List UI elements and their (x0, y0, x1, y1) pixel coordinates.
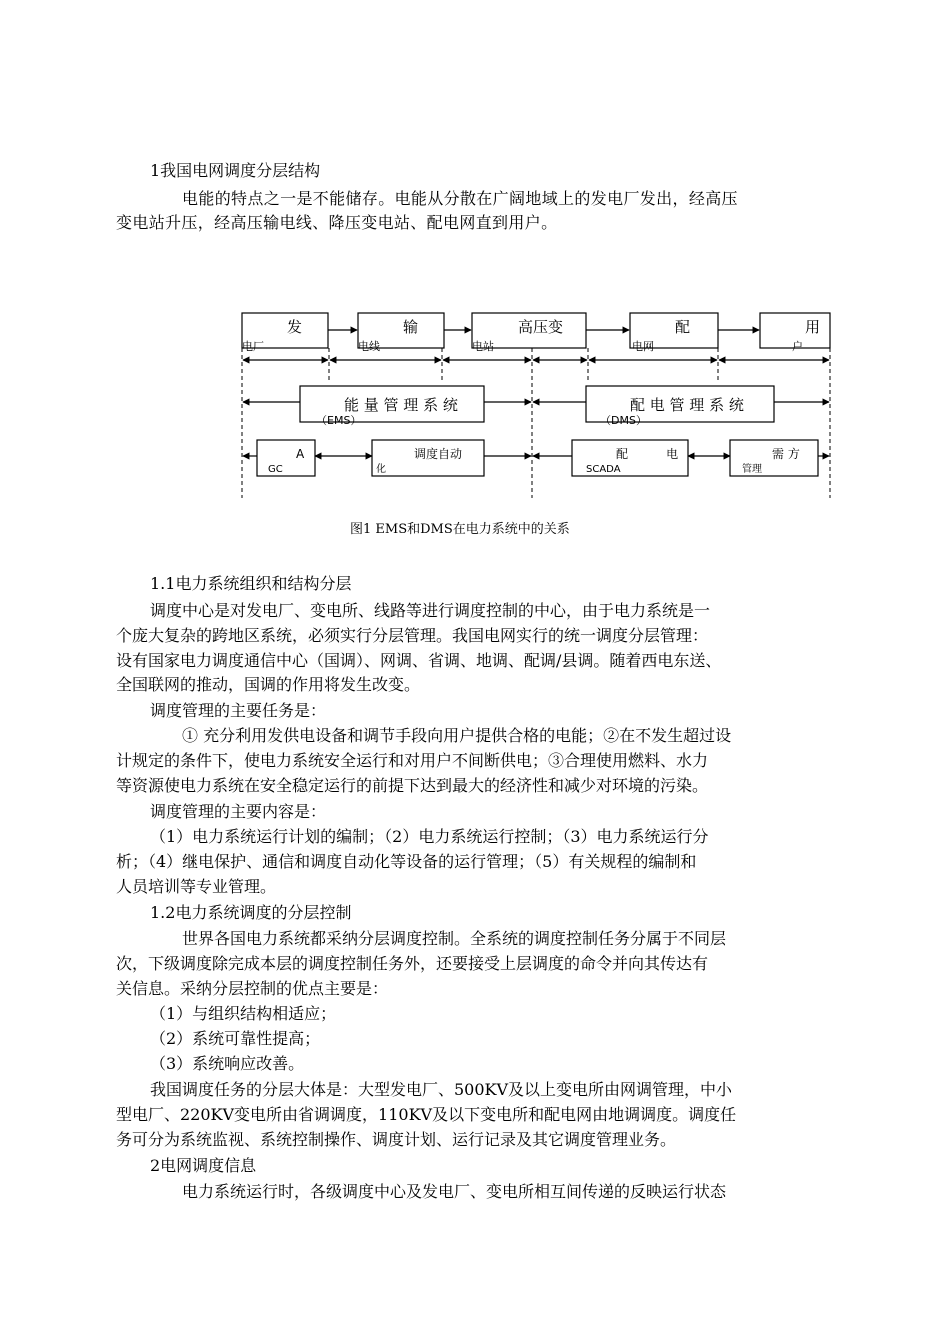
paragraph-line: 等资源使电力系统在安全稳定运行的前提下达到最大的经济性和减少对环境的污染。 (116, 776, 709, 795)
list-item: （3）系统响应改善。 (150, 1054, 305, 1073)
ems-dms-diagram (230, 300, 850, 505)
paragraph-line: 型电厂、220KV变电所由省调调度，110KV及以下变电所和配电网由地调调度。调度任 (116, 1105, 737, 1124)
dispatch-automation-label: 调度自动 (414, 447, 463, 461)
paragraph-line: 全国联网的推动，国调的作用将发生改变。 (116, 675, 421, 694)
dist-scada-label: 配 电 (616, 447, 679, 461)
demand-side-label: 需 方 (772, 447, 800, 461)
list-item: （2）系统可靠性提高； (150, 1029, 321, 1048)
paragraph-line: 关信息。采纳分层控制的优点主要是： (116, 979, 389, 998)
section-heading-2: 2电网调度信息 (150, 1156, 257, 1175)
paragraph-line: 析；（4）继电保护、通信和调度自动化等设备的运行管理；（5）有关规程的编制和 (116, 852, 697, 871)
paragraph-line: 计规定的条件下，使电力系统安全运行和对用户不间断供电；③合理使用燃料、水力 (116, 751, 709, 770)
agc-sublabel: GC (268, 464, 283, 475)
ems-label: 能 量 管 理 系 统 (344, 396, 458, 414)
paragraph-line: 务可分为系统监视、系统控制操作、调度计划、运行记录及其它调度管理业务。 (116, 1130, 677, 1149)
demand-side-sublabel: 管理 (742, 464, 762, 475)
section-heading-1: 1我国电网调度分层结构 (150, 161, 321, 180)
list-item: （1）与组织结构相适应； (150, 1004, 337, 1023)
paragraph-line: 人员培训等专业管理。 (116, 877, 277, 896)
paragraph-line: 次，下级调度除完成本层的调度控制任务外，还要接受上层调度的命令并向其传达有 (116, 954, 709, 973)
hv-substation-sublabel: 电站 (472, 340, 494, 353)
section-heading-1-2: 1.2电力系统调度的分层控制 (150, 903, 352, 922)
paragraph-line: 调度管理的主要内容是： (150, 802, 327, 821)
transmission-line-sublabel: 电线 (358, 340, 380, 353)
paragraph-line: 变电站升压，经高压输电线、降压变电站、配电网直到用户。 (116, 213, 558, 232)
dms-sublabel: （DMS） (600, 414, 647, 427)
paragraph-line: 调度中心是对发电厂、变电所、线路等进行调度控制的中心，由于电力系统是一 (150, 601, 711, 620)
paragraph-line: 调度管理的主要任务是： (150, 701, 327, 720)
dispatch-automation-sublabel: 化 (376, 464, 386, 475)
paragraph-line: 世界各国电力系统都采纳分层调度控制。全系统的调度控制任务分属于不同层 (182, 929, 727, 948)
paragraph-line: 设有国家电力调度通信中心（国调）、网调、省调、地调、配调/县调。随着西电东送、 (116, 651, 722, 670)
user-label: 用 (805, 318, 821, 336)
user-sublabel: 户 (792, 340, 803, 353)
ems-sublabel: （EMS） (316, 414, 362, 427)
agc-box (257, 440, 315, 476)
dms-label: 配 电 管 理 系 统 (630, 396, 744, 414)
paragraph-line: 电力系统运行时，各级调度中心及发电厂、变电所相互间传递的反映运行状态 (182, 1182, 727, 1201)
power-plant-label: 发 (287, 318, 303, 336)
paragraph-line: ① 充分利用发供电设备和调节手段向用户提供合格的电能；②在不发生超过设 (182, 726, 732, 745)
transmission-line-label: 输 (403, 318, 419, 336)
figure-caption: 图1 EMS和DMS在电力系统中的关系 (350, 522, 570, 537)
section-heading-1-1: 1.1电力系统组织和结构分层 (150, 574, 352, 593)
distribution-network-label: 配 (675, 318, 691, 336)
paragraph-line: 我国调度任务的分层大体是：大型发电厂、500KV及以上变电所由网调管理，中小 (150, 1080, 733, 1099)
paragraph-line: 电能的特点之一是不能储存。电能从分散在广阔地域上的发电厂发出，经高压 (182, 189, 738, 208)
dist-scada-sublabel: SCADA (586, 464, 621, 475)
power-plant-sublabel: 电厂 (242, 340, 264, 353)
hv-substation-label: 高压变 (518, 318, 564, 336)
agc-label: A (296, 447, 305, 461)
paragraph-line: （1）电力系统运行计划的编制；（2）电力系统运行控制；（3）电力系统运行分 (150, 827, 709, 846)
distribution-network-sublabel: 电网 (632, 340, 654, 353)
paragraph-line: 个庞大复杂的跨地区系统，必须实行分层管理。我国电网实行的统一调度分层管理： (116, 626, 709, 645)
